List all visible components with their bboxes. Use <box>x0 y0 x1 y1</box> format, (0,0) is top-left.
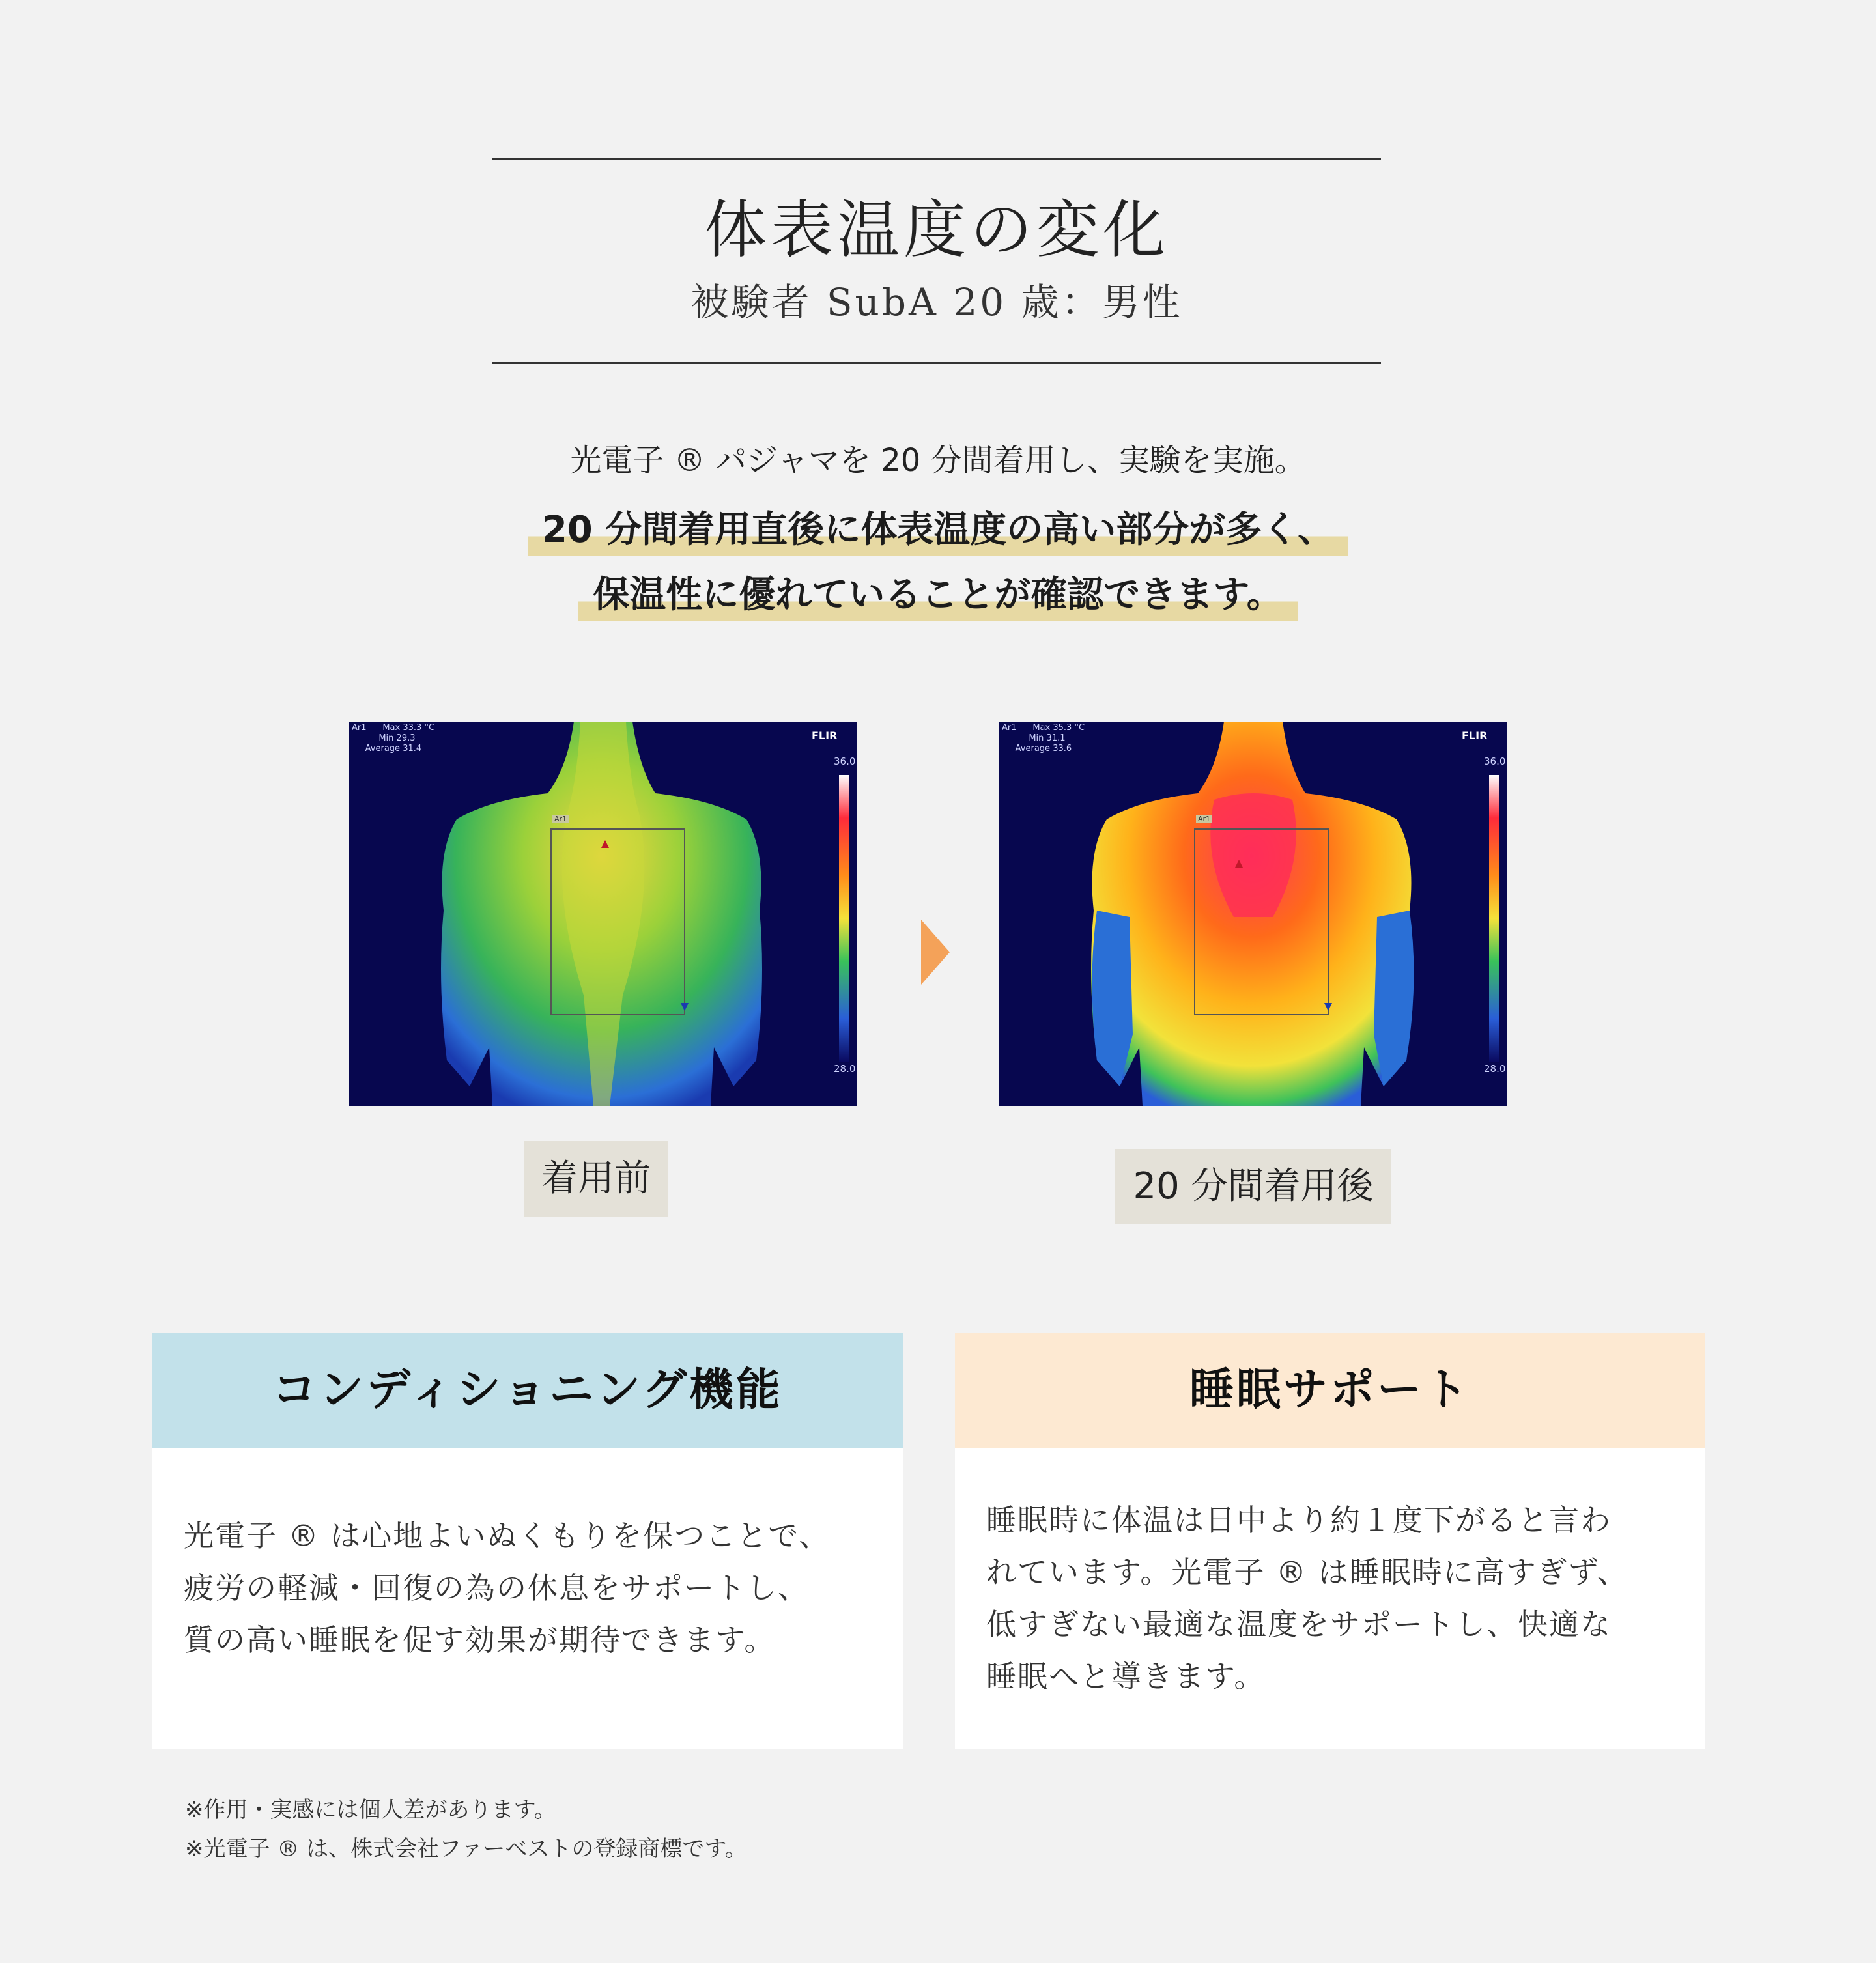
card-sleep-line: 睡眠へと導きます。 <box>986 1659 1266 1694</box>
highlight-line-2-wrap <box>0 569 1876 621</box>
max-value: 35.3 <box>1053 723 1072 733</box>
card-conditioning-body <box>184 1510 872 1666</box>
thermal-image-before <box>349 722 857 1106</box>
scale-bottom-label: 28.0 <box>1484 1063 1506 1075</box>
highlight-line-1-wrap <box>0 504 1876 556</box>
header-top-rule <box>492 158 1381 160</box>
footnote: ※光電子 ® は、株式会社ファーベストの登録商標です。 <box>185 1836 747 1862</box>
unit-label: °C <box>1074 723 1085 733</box>
readout-after <box>1002 723 1085 754</box>
readout-before <box>352 723 434 754</box>
card-conditioning-line: 光電子 ® は心地よいぬくもりを保つことで、 <box>184 1518 831 1553</box>
card-conditioning-title: コンディショニング機能 <box>152 1333 903 1448</box>
max-value: 33.3 <box>403 723 422 733</box>
scale-bottom-label: 28.0 <box>834 1063 856 1075</box>
triangle-right-icon <box>921 920 950 985</box>
card-conditioning-line: 質の高い睡眠を促す効果が期待できます。 <box>184 1622 776 1658</box>
card-sleep-line: 低すぎない最適な温度をサポートし、快適な <box>986 1607 1612 1642</box>
max-label: Max <box>1032 723 1051 733</box>
min-label: Min <box>378 733 394 743</box>
header-bottom-rule <box>492 362 1381 364</box>
area-box-label: Ar1 <box>552 815 569 823</box>
min-label: Min <box>1029 733 1044 743</box>
avg-value: 31.4 <box>403 744 422 754</box>
scale-top-label: 36.0 <box>834 756 856 767</box>
thermal-body-after <box>999 722 1507 1106</box>
card-sleep-line: 睡眠時に体温は日中より約１度下がると言わ <box>986 1503 1612 1538</box>
min-value: 29.3 <box>396 733 416 743</box>
unit-label: °C <box>424 723 435 733</box>
area-box-label: Ar1 <box>1196 815 1212 823</box>
footnote: ※作用・実感には個人差があります。 <box>185 1797 556 1823</box>
highlight-line-2: 保温性に優れていることが確認できます。 <box>578 569 1298 621</box>
page-subtitle: 被験者 SubA 20 歳：男性 <box>690 280 1183 324</box>
card-sleep-line: れています。光電子 ® は睡眠時に高すぎず、 <box>986 1555 1628 1590</box>
avg-value: 33.6 <box>1053 744 1072 754</box>
intro-text: 光電子 ® パジャマを 20 分間着用し、実験を実施。 <box>570 442 1306 479</box>
readout-label: Ar1 <box>1002 723 1017 733</box>
min-value: 31.1 <box>1046 733 1066 743</box>
highlight-line-1: 20 分間着用直後に体表温度の高い部分が多く、 <box>528 504 1348 556</box>
card-sleep <box>955 1333 1705 1749</box>
page-title: 体表温度の変化 <box>704 193 1169 266</box>
card-conditioning <box>152 1333 903 1749</box>
avg-label: Average <box>365 744 401 754</box>
card-sleep-body <box>986 1494 1674 1702</box>
card-conditioning-line: 疲労の軽減・回復の為の休息をサポートし、 <box>184 1570 809 1605</box>
avg-label: Average <box>1015 744 1051 754</box>
caption-after: 20 分間着用後 <box>1115 1149 1391 1224</box>
card-sleep-title: 睡眠サポート <box>955 1333 1705 1448</box>
max-label: Max <box>382 723 401 733</box>
flir-logo: FLIR <box>1462 729 1488 742</box>
scale-top-label: 36.0 <box>1484 756 1506 767</box>
thermal-image-after <box>999 722 1507 1106</box>
flir-logo: FLIR <box>812 729 838 742</box>
caption-before: 着用前 <box>524 1141 668 1217</box>
thermal-body-before <box>349 722 857 1106</box>
readout-label: Ar1 <box>352 723 367 733</box>
